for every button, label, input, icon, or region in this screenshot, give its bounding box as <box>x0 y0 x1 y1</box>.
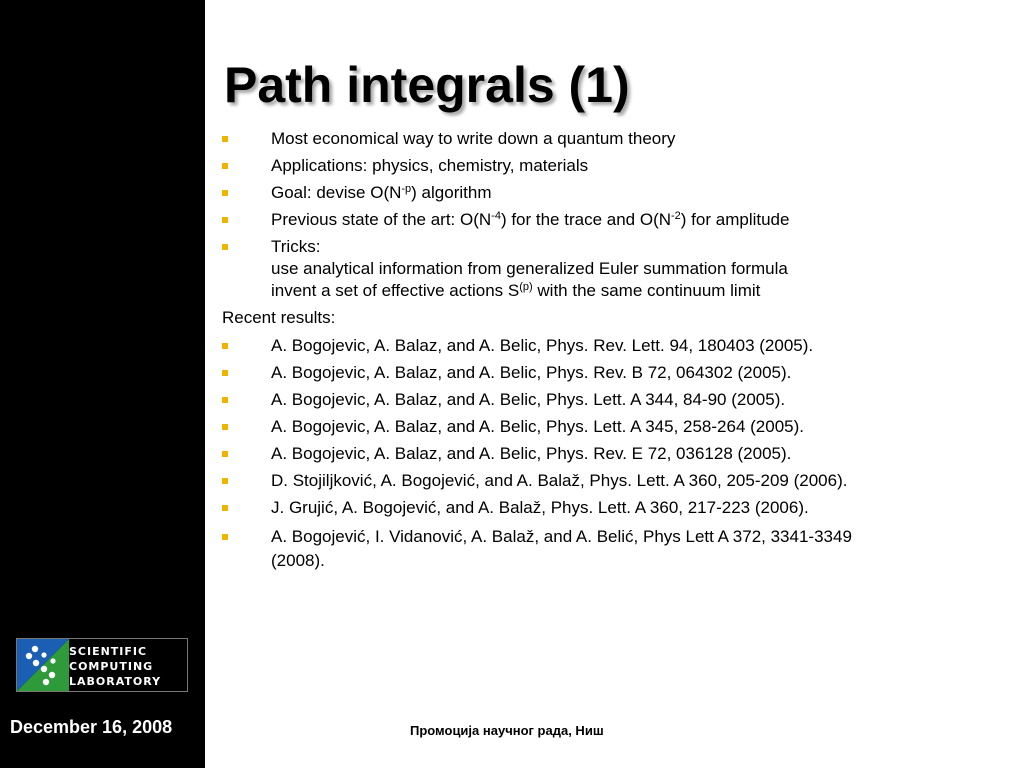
bullet-marker <box>222 534 228 540</box>
reference-item-last-line-1: A. Bogojević, I. Vidanović, A. Balaž, and A. Belić, Phys Lett A 372, 3341-3349 <box>271 527 852 546</box>
bullet-applications: Applications: physics, chemistry, materials <box>271 156 589 175</box>
bullet-previous-state <box>271 210 789 230</box>
bullet-marker <box>222 244 228 250</box>
bullet-marker <box>222 190 228 196</box>
tricks-line-2 <box>271 281 760 301</box>
bullet-tricks: Tricks: <box>271 237 321 256</box>
prev-text-3: ) for amplitude <box>680 210 790 229</box>
bullet-marker <box>222 136 228 142</box>
tricks-text-1: invent a set of effective actions S <box>271 281 520 300</box>
goal-text-1: Goal: devise O(N <box>271 183 402 202</box>
recent-results-label: Recent results: <box>222 308 336 327</box>
bullet-marker <box>222 343 228 349</box>
bullet-marker <box>222 478 228 484</box>
reference-item-last-line-2: (2008). <box>271 551 325 570</box>
tricks-superscript: (p) <box>519 281 533 293</box>
bullet-marker <box>222 370 228 376</box>
reference-item: A. Bogojevic, A. Balaz, and A. Belic, Phys. Lett. A 345, 258-264 (2005). <box>271 417 805 436</box>
bullet-goal <box>271 183 491 203</box>
prev-superscript-1: -4 <box>491 210 501 222</box>
bullet-marker <box>222 163 228 169</box>
bullet-marker <box>222 397 228 403</box>
prev-text-1: Previous state of the art: O(N <box>271 210 492 229</box>
footer-caption: Промоција научног рада, Ниш <box>410 723 604 738</box>
bullet-marker <box>222 217 228 223</box>
lab-logo <box>16 638 188 692</box>
logo-line-3: LABORATORY <box>69 675 162 688</box>
goal-text-2: ) algorithm <box>411 183 492 202</box>
prev-text-2: ) for the trace and O(N <box>500 210 672 229</box>
bullet-marker <box>222 451 228 457</box>
logo-line-2: COMPUTING <box>69 660 154 673</box>
reference-item: A. Bogojevic, A. Balaz, and A. Belic, Phys. Rev. B 72, 064302 (2005). <box>271 363 792 382</box>
bullet-marker <box>222 424 228 430</box>
prev-superscript-2: -2 <box>671 210 681 222</box>
reference-item: A. Bogojevic, A. Balaz, and A. Belic, Phys. Lett. A 344, 84-90 (2005). <box>271 390 786 409</box>
logo-line-1: SCIENTIFIC <box>69 645 148 658</box>
bullet-marker <box>222 505 228 511</box>
logo-emblem-icon <box>17 639 69 691</box>
reference-item: A. Bogojevic, A. Balaz, and A. Belic, Phys. Rev. E 72, 036128 (2005). <box>271 444 792 463</box>
reference-item: D. Stojiljković, A. Bogojević, and A. Balaž, Phys. Lett. A 360, 205-209 (2006). <box>271 471 848 490</box>
tricks-text-2: with the same continuum limit <box>532 281 761 300</box>
slide-title: Path integrals (1) <box>224 57 630 113</box>
bullet-economical: Most economical way to write down a quantum theory <box>271 129 676 148</box>
goal-superscript: -p <box>401 183 412 195</box>
slide-date: December 16, 2008 <box>10 717 173 737</box>
reference-item: A. Bogojevic, A. Balaz, and A. Belic, Phys. Rev. Lett. 94, 180403 (2005). <box>271 336 814 355</box>
left-sidebar <box>0 0 205 768</box>
reference-item: J. Grujić, A. Bogojević, and A. Balaž, Phys. Lett. A 360, 217-223 (2006). <box>271 498 809 517</box>
tricks-line-1: use analytical information from generalized Euler summation formula <box>271 259 788 278</box>
logo-wordmark <box>69 644 161 689</box>
